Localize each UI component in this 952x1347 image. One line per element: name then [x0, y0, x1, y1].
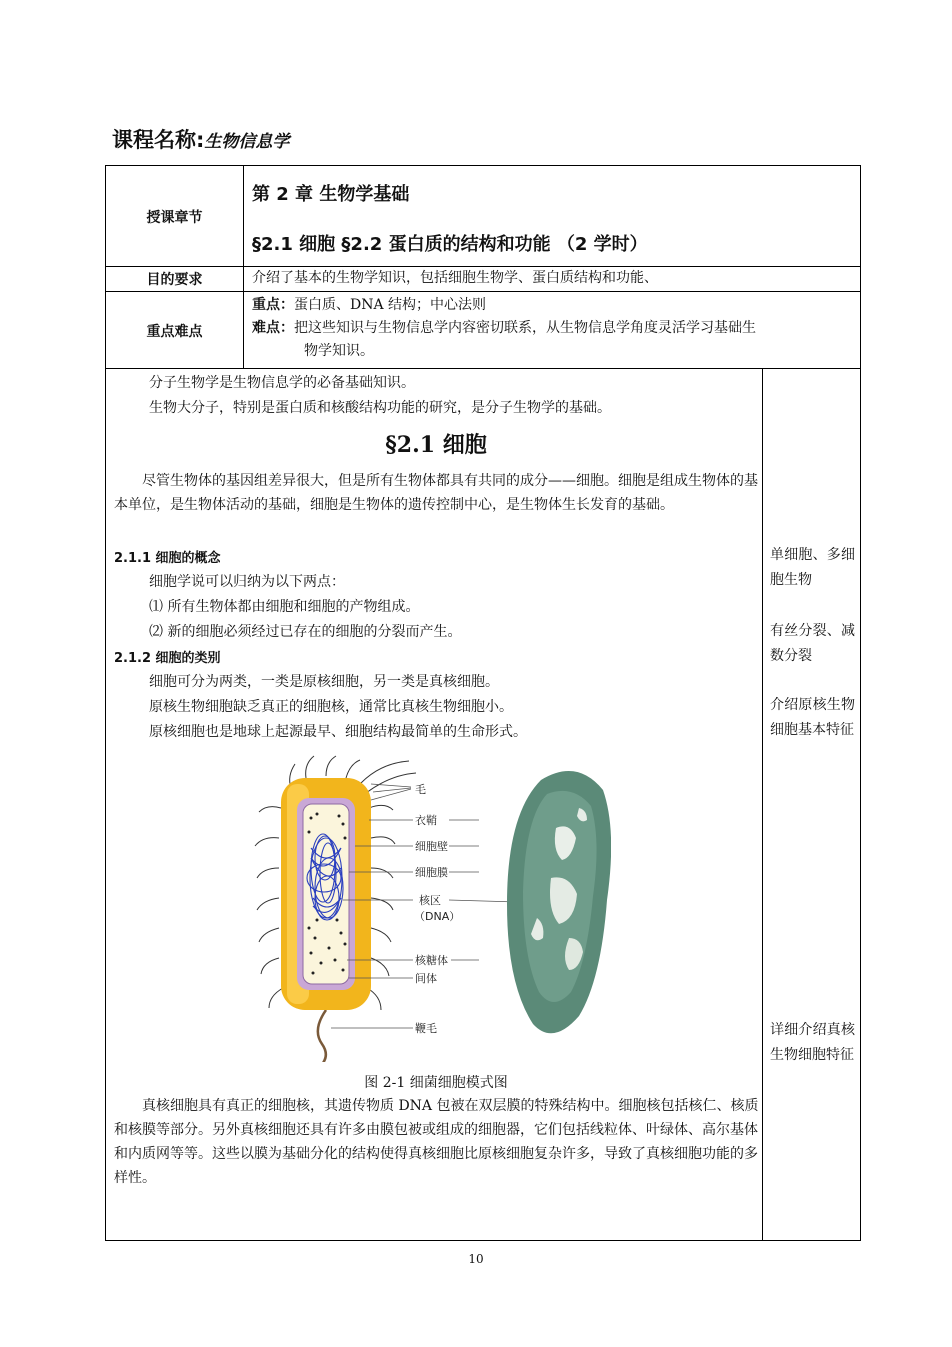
difficulty-text: 把这些知识与生物信息学内容密切联系，从生物信息学角度灵活学习基础生 — [294, 320, 756, 336]
concept-point-1: ⑴ 所有生物体都由细胞和细胞的产物组成。 — [149, 599, 420, 615]
row-divider — [106, 266, 860, 267]
note-unicellular: 单细胞、多细胞生物 — [770, 547, 855, 588]
notes-divider — [762, 368, 763, 1241]
course-name: 生物信息学 — [204, 132, 290, 152]
label-capsule: 衣鞘 — [415, 814, 437, 827]
lesson-table — [105, 165, 861, 1241]
bacterial-cell-figure — [251, 748, 611, 1062]
row-label-objectives: 目的要求 — [146, 272, 203, 288]
intro-line-2: 生物大分子，特别是蛋白质和核酸结构功能的研究，是分子生物学的基础。 — [149, 400, 611, 416]
concept-line-1: 细胞学说可以归纳为以下两点： — [149, 574, 345, 590]
chapter-title: 第 2 章 生物学基础 — [252, 184, 410, 205]
label-pili: 毛 — [415, 783, 426, 796]
concept-point-2: ⑵ 新的细胞必须经过已存在的细胞的分裂而产生。 — [149, 624, 462, 640]
page-number: 10 — [468, 1252, 484, 1266]
label-nucleoid: 核区 — [419, 894, 441, 907]
subheading-cell-types: 2.1.2 细胞的类别 — [114, 651, 221, 666]
types-line-1: 细胞可分为两类，一类是原核细胞，另一类是真核细胞。 — [149, 674, 499, 690]
label-mesosome: 间体 — [415, 972, 437, 985]
note-prokaryote: 介绍原核生物细胞基本特征 — [770, 697, 855, 738]
row-divider — [106, 291, 860, 292]
course-title — [112, 124, 289, 154]
label-cell-membrane: 细胞膜 — [415, 866, 448, 879]
column-divider — [243, 166, 244, 368]
section-heading: §2.1 细胞 — [385, 432, 487, 458]
paragraph-eukaryote: 真核细胞具有真正的细胞核，其遗传物质 DNA 包被在双层膜的特殊结构中。细胞核包括核仁、核质和核膜等部分。另外真核细胞还具有许多由膜包被或组成的细胞器，它们包括线粒体、叶绿体、高尔基体和内质网等等。这些以膜为基础分化的结构使得真核细胞比原核细胞复杂许多，导致了真核细胞功能的多样性。 — [114, 1098, 759, 1186]
difficulties — [252, 318, 756, 339]
key-text: 蛋白质、DNA 结构；中心法则 — [294, 297, 487, 313]
objectives-text: 介绍了基本的生物学知识，包括细胞生物学、蛋白质结构和功能、 — [252, 270, 658, 286]
key-points — [252, 295, 486, 316]
note-mitosis: 有丝分裂、减数分裂 — [770, 623, 855, 664]
note-eukaryote: 详细介绍真核生物细胞特征 — [770, 1022, 855, 1063]
course-label: 课程名称: — [112, 128, 205, 152]
label-cell-wall: 细胞壁 — [415, 840, 448, 853]
figure-caption: 图 2-1 细菌细胞模式图 — [364, 1075, 508, 1091]
difficulty-text-cont: 物学知识。 — [304, 343, 374, 359]
intro-line-1: 分子生物学是生物信息学的必备基础知识。 — [149, 375, 415, 391]
label-flagellum: 鞭毛 — [415, 1022, 437, 1035]
subheading-cell-concept: 2.1.1 细胞的概念 — [114, 551, 221, 566]
label-dna: （DNA） — [414, 910, 461, 923]
types-line-3: 原核细胞也是地球上起源最早、细胞结构最简单的生命形式。 — [149, 724, 527, 740]
key-label: 重点： — [252, 297, 294, 313]
row-label-chapter: 授课章节 — [146, 210, 203, 226]
row-divider — [106, 368, 860, 369]
difficulty-label: 难点： — [252, 320, 294, 336]
chapter-sections: §2.1 细胞 §2.2 蛋白质的结构和功能 （2 学时） — [252, 234, 648, 255]
paragraph-cells: 尽管生物体的基因组差异很大，但是所有生物体都具有共同的成分——细胞。细胞是组成生物体的基本单位，是生物体活动的基础，细胞是生物体的遗传控制中心，是生物体生长发育的基础。 — [114, 473, 758, 513]
row-label-keypoints: 重点难点 — [146, 324, 203, 340]
label-ribosome: 核糖体 — [415, 954, 448, 967]
types-line-2: 原核生物细胞缺乏真正的细胞核，通常比真核生物细胞小。 — [149, 699, 513, 715]
